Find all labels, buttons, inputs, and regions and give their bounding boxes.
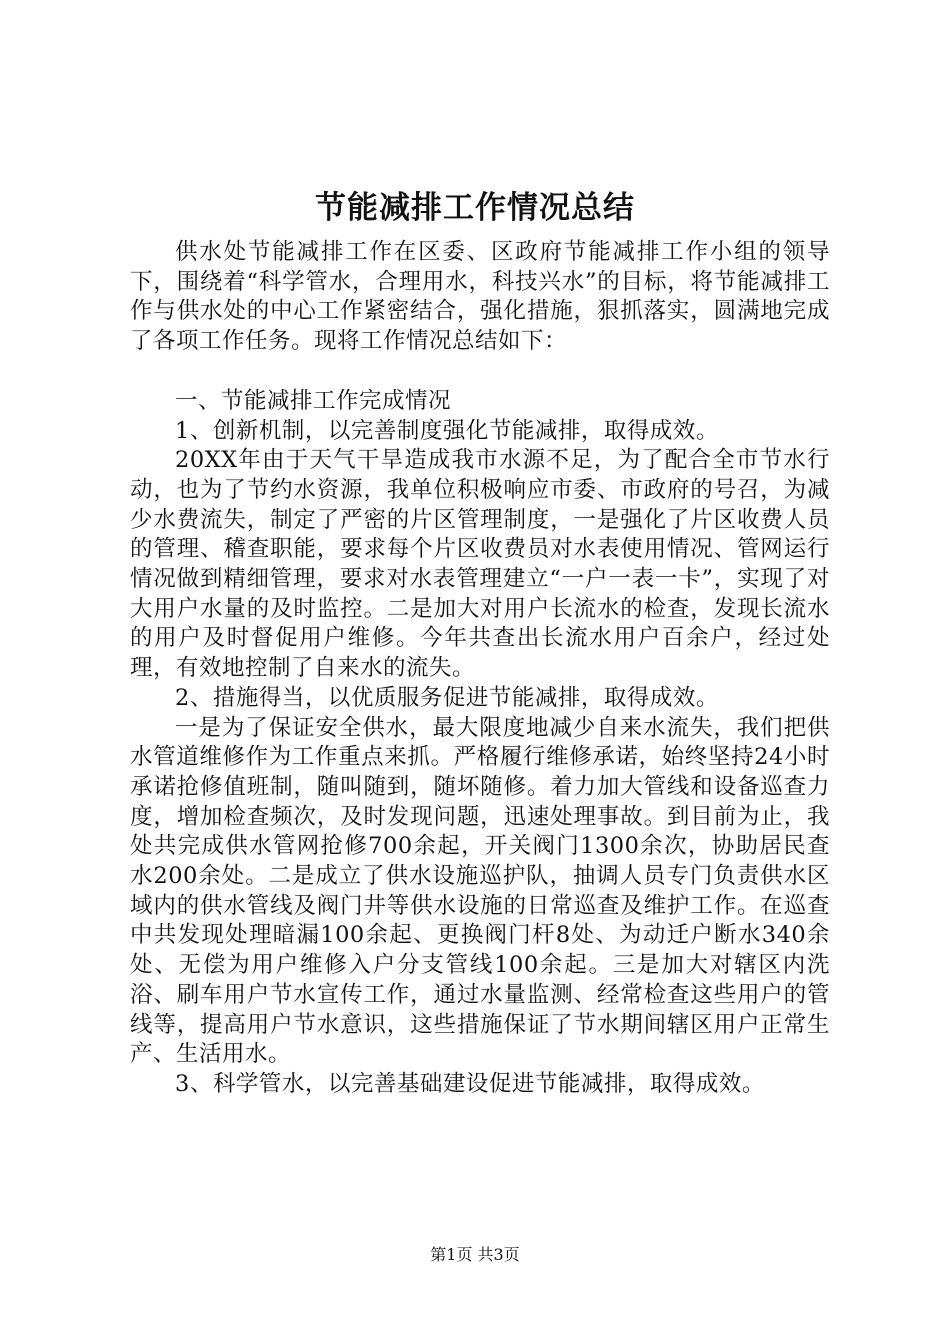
document-body	[130, 238, 830, 1100]
subsection-heading-2: 2、措施得当，以优质服务促进节能减排，取得成效。	[175, 684, 719, 711]
intro-paragraph: 供水处节能减排工作在区委、区政府节能减排工作小组的领导下，围绕着“科学管水，合理用水，科技兴水”的目标，将节能减排工作与供水处的中心工作紧密结合，强化措施，狠抓落实，圆满地完成了各项工作任务。现将工作情况总结如下：	[130, 239, 830, 355]
section-heading-1: 一、节能减排工作完成情况	[175, 387, 452, 414]
document-title: 节能减排工作情况总结	[315, 190, 635, 226]
body-paragraph-1: 20XX年由于天气干旱造成我市水源不足，为了配合全市节水行动，也为了节约水资源，我单位积极响应市委、市政府的号召，为减少水费流失，制定了严密的片区管理制度，一是强化了片区收费人员的管理、稽查职能，要求每个片区收费员对水表使用情况、管网运行情况做到精细管理，要求对水表管理建立“一户一表一卡”，实现了对大用户水量的及时监控。二是加大对用户长流水的检查，发现长流水的用户及时督促用户维修。今年共查出长流水用户百余户，经过处理，有效地控制了自来水的流失。	[130, 447, 830, 682]
subsection-heading-1: 1、创新机制，以完善制度强化节能减排，取得成效。	[175, 417, 719, 444]
body-paragraph-2: 一是为了保证安全供水，最大限度地减少自来水流失，我们把供水管道维修作为工作重点来抓。严格履行维修承诺，始终坚持24小时承诺抢修值班制，随叫随到，随坏随修。着力加大管线和设备巡查力度，增加检查频次，及时发现问题，迅速处理事故。到目前为止，我处共完成供水管网抢修700余起，开关阀门1300余次，协助居民查水200余处。二是成立了供水设施巡护队，抽调人员专门负责供水区域内的供水管线及阀门井等供水设施的日常巡查及维护工作。在巡查中共发现处理暗漏100余起、更换阀门杆8处、为动迁户断水340余处、无偿为用户维修入户分支管线100余起。三是加大对辖区内洗浴、刷车用户节水宣传工作，通过水量监测、经常检查这些用户的管线等，提高用户节水意识，这些措施保证了节水期间辖区用户正常生产、生活用水。	[130, 714, 830, 1068]
subsection-heading-3: 3、科学管水，以完善基础建设促进节能减排，取得成效。	[175, 1070, 765, 1097]
page-footer: 第1页 共3页	[430, 1245, 520, 1264]
